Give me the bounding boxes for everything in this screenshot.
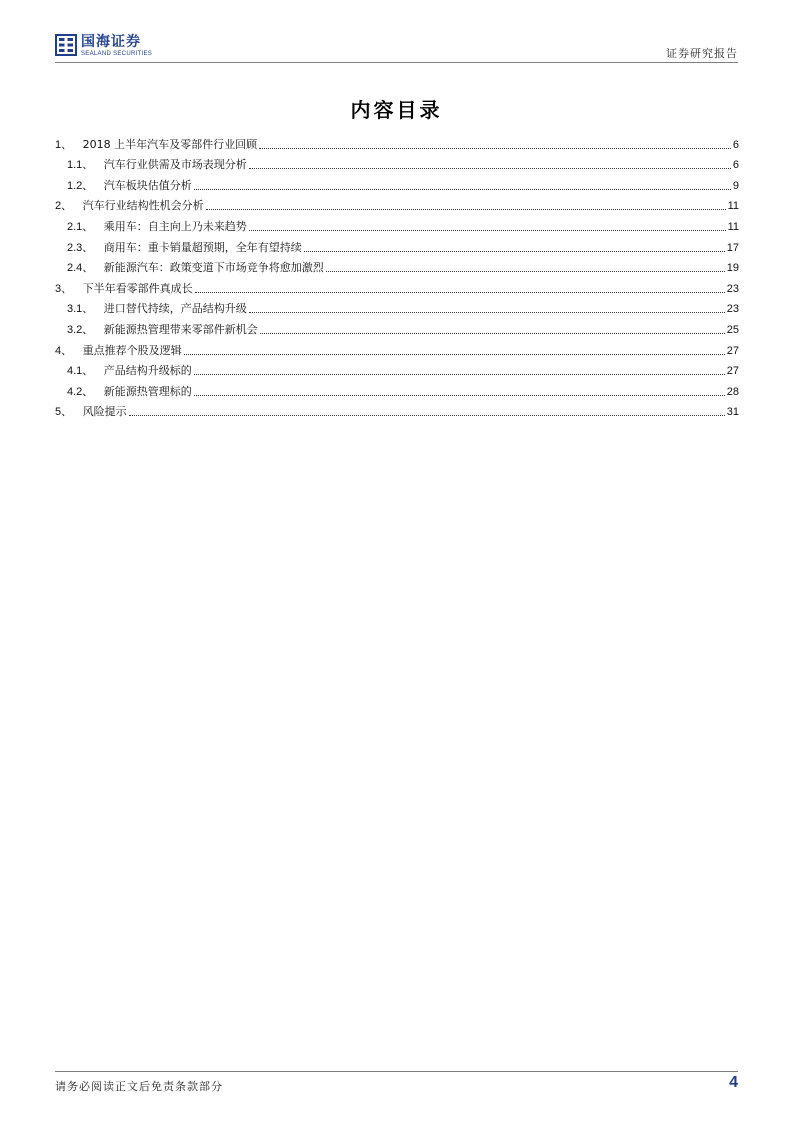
- toc-entry-number: 3: [55, 282, 62, 295]
- toc-entry-title: 新能源热管理标的: [103, 384, 192, 398]
- company-logo: [55, 34, 152, 58]
- toc-entry[interactable]: [55, 131, 739, 152]
- toc-entry-title: 下半年看零部件真成长: [82, 281, 193, 295]
- toc-entry-title: 商用车：重卡销量超预期，全年有望持续: [103, 240, 302, 254]
- toc-entry-separator: 、: [61, 343, 83, 357]
- toc-entry[interactable]: [55, 234, 739, 255]
- toc-entry-title: 2018 上半年汽车及零部件行业回顾: [82, 137, 258, 151]
- toc-dot-leader: [195, 292, 725, 293]
- toc-entry-title: 新能源汽车：政策变道下市场竞争将愈加激烈: [103, 261, 324, 275]
- toc-entry-title: 新能源热管理带来零部件新机会: [103, 322, 258, 336]
- toc-entry-page: 6: [732, 159, 739, 172]
- toc-entry-page: 28: [726, 385, 739, 398]
- toc-entry-separator: 、: [82, 364, 104, 378]
- logo-chinese-name: 国海证券: [81, 34, 141, 50]
- sealand-logo-icon: [55, 34, 77, 56]
- toc-entry-number: 3.2: [67, 323, 83, 336]
- toc-entry-number: 2: [55, 200, 62, 213]
- toc-entry-separator: 、: [61, 281, 83, 295]
- disclaimer-text: 请务必阅读正文后免责条款部分: [55, 1080, 223, 1093]
- page-footer: [55, 1071, 738, 1096]
- toc-dot-leader: [184, 354, 725, 355]
- toc-entry-page: 23: [726, 303, 739, 316]
- toc-entry-title: 重点推荐个股及逻辑: [82, 343, 182, 357]
- toc-entry-number: 3.1: [67, 303, 83, 316]
- toc-dot-leader: [326, 271, 725, 272]
- toc-entry-page: 27: [726, 344, 739, 357]
- toc-entry-number: 1: [55, 138, 62, 151]
- toc-entry-separator: 、: [82, 158, 104, 172]
- toc-dot-leader: [249, 312, 725, 313]
- toc-dot-leader: [260, 333, 725, 334]
- toc-entry-separator: 、: [82, 302, 104, 316]
- toc-entry[interactable]: [55, 337, 739, 358]
- toc-entry-page: 19: [726, 262, 739, 275]
- logo-english-name: SEALAND SECURITIES: [81, 51, 153, 57]
- toc-dot-leader: [249, 230, 726, 231]
- toc-entry-separator: 、: [61, 405, 83, 419]
- toc-entry-title: 汽车行业结构性机会分析: [82, 199, 204, 213]
- toc-dot-leader: [304, 251, 725, 252]
- toc-entry-number: 4.1: [67, 365, 83, 378]
- table-of-contents: [55, 131, 739, 419]
- toc-entry-number: 1.1: [67, 159, 83, 172]
- toc-entry-separator: 、: [82, 219, 104, 233]
- toc-entry-separator: 、: [82, 322, 104, 336]
- toc-entry[interactable]: [55, 399, 739, 420]
- toc-entry-separator: 、: [82, 261, 104, 275]
- toc-entry-title: 汽车板块估值分析: [103, 178, 192, 192]
- toc-entry-page: 27: [726, 365, 739, 378]
- toc-entry-title: 汽车行业供需及市场表现分析: [103, 158, 247, 172]
- toc-entry-page: 9: [732, 179, 739, 192]
- toc-entry[interactable]: [55, 378, 739, 399]
- report-type-label: 证券研究报告: [666, 47, 738, 60]
- toc-entry-page: 31: [726, 406, 739, 419]
- toc-entry-separator: 、: [61, 199, 83, 213]
- page-header: [55, 34, 738, 63]
- toc-entry-number: 2.4: [67, 262, 83, 275]
- toc-dot-leader: [206, 209, 726, 210]
- toc-dot-leader: [194, 374, 725, 375]
- toc-dot-leader: [129, 415, 725, 416]
- toc-entry-page: 17: [726, 241, 739, 254]
- toc-entry-number: 2.3: [67, 241, 83, 254]
- toc-entry[interactable]: [55, 172, 739, 193]
- toc-entry-number: 5: [55, 406, 62, 419]
- toc-dot-leader: [194, 189, 731, 190]
- toc-dot-leader: [194, 395, 725, 396]
- toc-entry[interactable]: [55, 296, 739, 317]
- toc-entry-title: 风险提示: [82, 405, 127, 419]
- toc-entry-title: 产品结构升级标的: [103, 364, 192, 378]
- toc-entry-number: 1.2: [67, 179, 83, 192]
- toc-entry[interactable]: [55, 213, 739, 234]
- toc-entry-separator: 、: [82, 384, 104, 398]
- toc-entry-separator: 、: [61, 137, 83, 151]
- toc-entry-page: 11: [727, 200, 739, 213]
- toc-entry[interactable]: [55, 193, 739, 214]
- toc-entry[interactable]: [55, 152, 739, 173]
- toc-entry-title: 进口替代持续，产品结构升级: [103, 302, 247, 316]
- toc-entry-title: 乘用车：自主向上乃未来趋势: [103, 219, 247, 233]
- toc-entry-page: 25: [726, 323, 739, 336]
- toc-entry-page: 6: [732, 138, 739, 151]
- toc-entry-number: 4.2: [67, 385, 83, 398]
- page-title: 内容目录: [350, 98, 443, 122]
- page-number: 4: [729, 1074, 738, 1091]
- toc-dot-leader: [249, 168, 731, 169]
- toc-entry[interactable]: [55, 358, 739, 379]
- toc-entry-separator: 、: [82, 240, 104, 254]
- toc-entry-page: 11: [727, 220, 739, 233]
- toc-entry[interactable]: [55, 316, 739, 337]
- toc-entry-page: 23: [726, 282, 739, 295]
- toc-entry-number: 2.1: [67, 220, 83, 233]
- toc-dot-leader: [259, 148, 731, 149]
- toc-entry[interactable]: [55, 275, 739, 296]
- toc-entry-number: 4: [55, 344, 62, 357]
- toc-entry-separator: 、: [82, 178, 104, 192]
- toc-entry[interactable]: [55, 255, 739, 276]
